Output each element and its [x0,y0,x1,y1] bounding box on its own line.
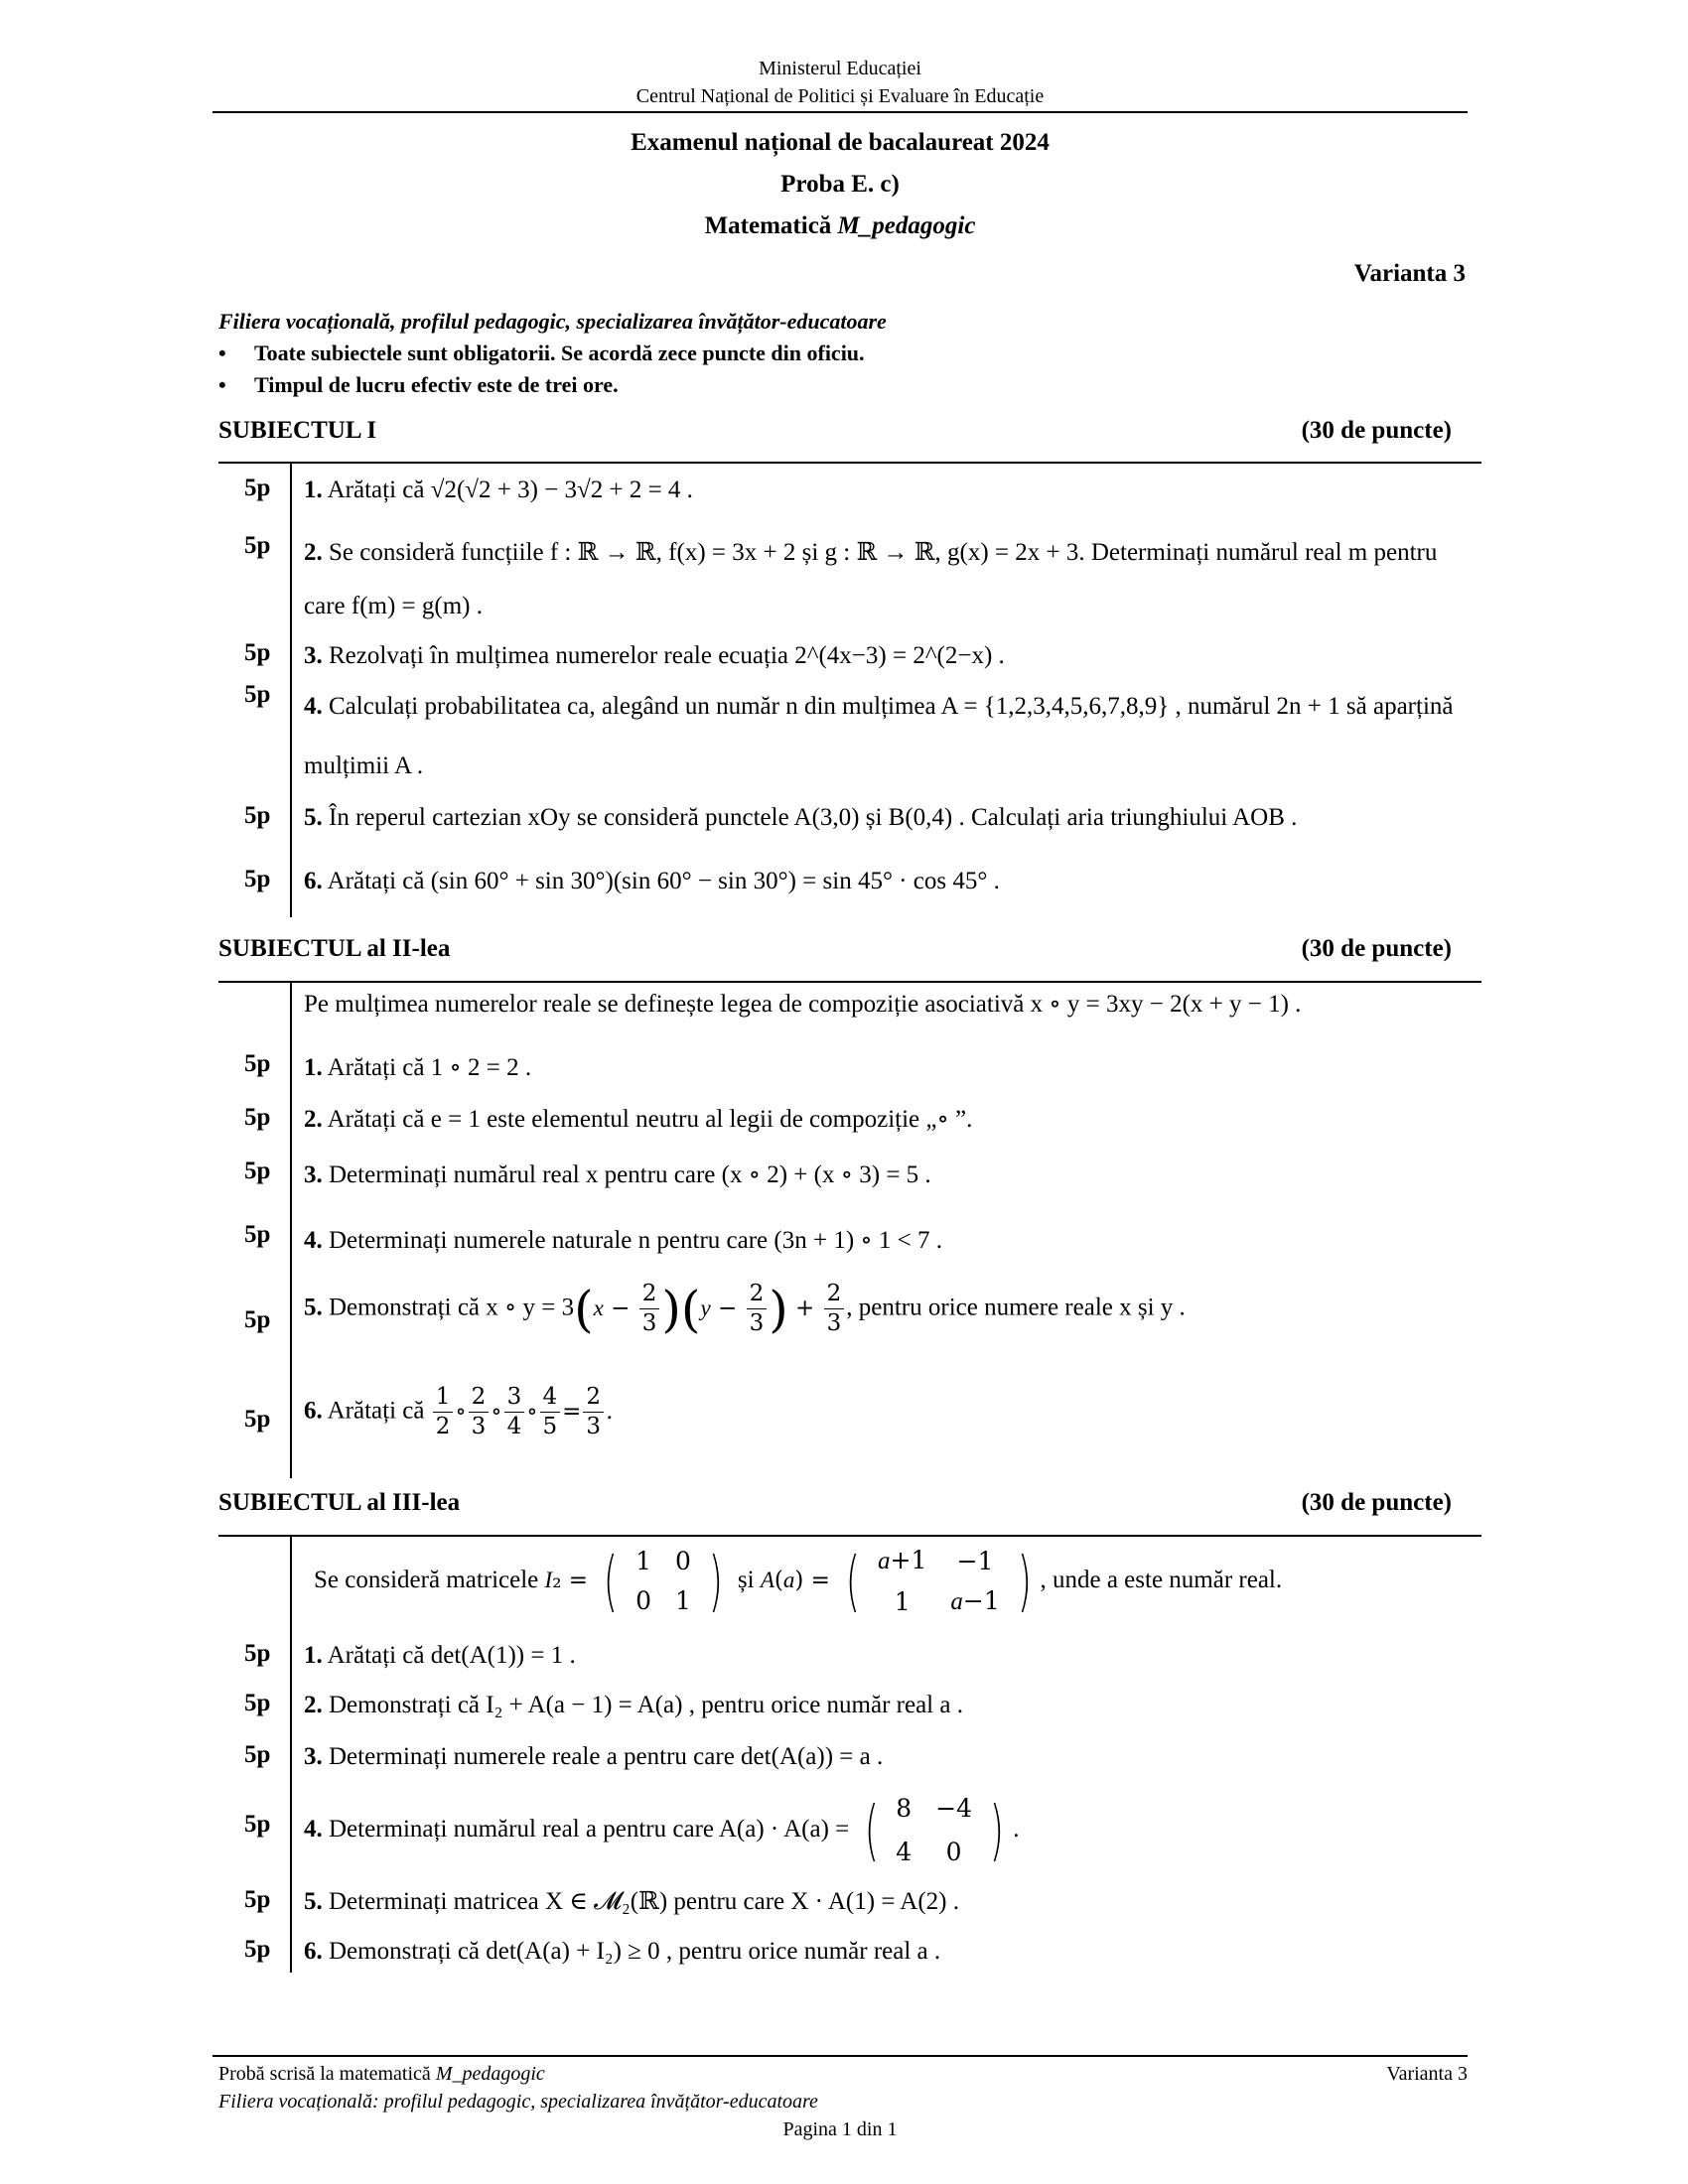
s3-item-3 [304,1739,1468,1775]
section-1-margin-line [290,463,292,917]
item-text: Determinați numărul real x pentru care (x ∘ 2) + (x ∘ 3) = 5 . [329,1161,931,1188]
item-text: Determinați matricea X ∈ 𝓜₂(ℝ) pentru care X · A(1) = A(2) . [329,1888,960,1915]
ministry-name: Ministerul Educației [759,58,921,79]
item-text: În reperul cartezian xOy se consideră punctele A(3,0) și B(0,4) . Calculați aria triunghiului AOB . [329,804,1298,831]
section-1-title: SUBIECTUL I [218,417,377,444]
item-number: 1. [304,477,323,503]
points-label: 5p [244,639,271,666]
item-text-before: Arătați că [327,1397,425,1425]
bullet-1: • Toate subiectele sunt obligatorii. Se acordă zece puncte din oficiu. [218,338,887,369]
section-3-title: SUBIECTUL al III-lea [218,1489,461,1516]
section-3-rule [218,1535,1481,1537]
item-number: 6. [304,1397,323,1425]
s2-item-2 [304,1102,1468,1138]
points-label: 5p [244,1406,271,1433]
item-number: 1. [304,1054,323,1081]
s1-item-1 [304,473,1468,508]
section-3-margin-line [290,1536,292,1973]
points-label: 5p [244,1306,271,1333]
item-text: Demonstrați că det(A(a) + I₂) ≥ 0 , pentru orice număr real a . [329,1938,941,1965]
section-1-header [218,417,1452,445]
item-text-after: , pentru orice numere reale x și y . [846,1294,1186,1321]
points-label: 5p [244,1741,271,1768]
item-number: 4. [304,693,323,720]
footer-variant: Varianta 3 [1386,2063,1468,2085]
footer-line-2: Filiera vocațională: profilul pedagogic, specializarea învățător-educatoare [218,2091,818,2113]
points-label: 5p [244,681,271,708]
matrix-I2: I₂ = ( 1 0 0 1 ) [544,1543,723,1619]
section-2-rule [218,981,1481,983]
points-label: 5p [244,1886,271,1913]
item-number: 3. [304,1161,323,1188]
s3-item-1 [304,1638,1468,1674]
exam-subject [212,212,1468,240]
points-label: 5p [244,866,271,892]
footer-divider [212,2055,1468,2057]
item-text: Arătați că det(A(1)) = 1 . [327,1642,576,1669]
s2-item-5 [304,1280,1468,1338]
formula-chain: $\frac{1}{2}$ ∘ $\frac{2}{3}$ ∘ $\frac{3}{4}$ ∘ $\frac{4}{5}$ = $\frac{2}{3}$ . [431,1399,614,1425]
item-text-before: Demonstrați că x ∘ y = 3 [329,1294,575,1321]
item-number: 3. [304,1743,323,1770]
points-label: 5p [244,475,271,501]
item-number: 2. [304,1106,323,1133]
matrix-A: A(a) = ( a+1 −1 1 a−1 ) [760,1543,1032,1619]
s2-intro: Pe mulțimea numerelor reale se definește legea de compoziție asociativă x ∘ y = 3xy − 2(x + y − 1) . [304,991,1302,1018]
item-number: 1. [304,1642,323,1669]
matrix-result: ( 8 −4 4 0 ) . [864,1792,1021,1868]
item-number: 5. [304,804,323,831]
item-number: 6. [304,868,323,894]
s2-item-6 [304,1386,1468,1438]
subject-prefix: Matematică [704,212,838,239]
center-name: Centrul Național de Politici și Evaluare în Educație [635,85,1045,107]
item-text: Arătați că (sin 60° + sin 30°)(sin 60° − sin 30°) = sin 45° · cos 45° . [327,868,1000,894]
points-label: 5p [244,1158,271,1184]
track-line: Filiera vocațională, profilul pedagogic, specializarea învățător-educatoare [218,309,887,334]
footer-prefix: Probă scrisă la matematică [218,2063,436,2085]
points-label: 5p [244,1811,271,1838]
intro-text-before: Se consideră matricele [314,1567,539,1593]
points-label: 5p [244,1221,271,1248]
subject-italic: M_pedagogic [837,212,976,239]
item-text: Demonstrați că I₂ + A(a − 1) = A(a) , pentru orice număr real a . [329,1692,963,1718]
header-divider [212,111,1468,113]
s1-item-6 [304,864,1468,899]
s3-item-2 [304,1688,1468,1723]
points-label: 5p [244,1690,271,1716]
item-text: Arătați că √2(√2 + 3) − 3√2 + 2 = 4 . [327,477,693,503]
item-text: Se consideră funcțiile f : ℝ → ℝ, f(x) = 3x + 2 și g : ℝ → ℝ, g(x) = 2x + 3. Determinați numărul real m pentru care f(m) = g(m) . [304,539,1438,619]
item-number: 2. [304,1692,323,1718]
item-text: Rezolvați în mulțimea numerelor reale ecuația 2^(4x−3) = 2^(2−x) . [329,642,1005,669]
s2-item-1 [304,1050,1468,1086]
section-1-rule [218,462,1481,464]
section-1-points: (30 de puncte) [1301,417,1452,444]
s3-item-6 [304,1934,1468,1970]
section-2-title: SUBIECTUL al II-lea [218,935,451,962]
section-2-header [218,935,1452,963]
section-3-header [218,1489,1452,1517]
s1-item-3 [304,638,1468,674]
page-number: Pagina 1 din 1 [782,2118,898,2140]
footer-italic: M_pedagogic [435,2063,545,2085]
item-number: 3. [304,642,323,669]
item-number: 5. [304,1888,323,1915]
item-number: 2. [304,539,323,566]
item-number: 5. [304,1294,323,1321]
s1-item-4 [304,677,1468,796]
item-text: Determinați numerele reale a pentru care det(A(a)) = a . [329,1743,884,1770]
s2-item-4 [304,1223,1468,1259]
points-label: 5p [244,802,271,829]
item-text-before: Determinați numărul real a pentru care A(a) · A(a) = [329,1816,850,1843]
s1-item-2 [304,526,1468,633]
footer-line-1 [218,2061,545,2087]
item-number: 6. [304,1938,323,1965]
section-2-margin-line [290,982,292,1478]
s3-intro: Se consideră matricele I₂ = ( 1 0 0 1 ) și A(a) = ( a+1 −1 1 a−1 ) , unde a este număr real. [314,1543,1283,1619]
item-text: Arătați că 1 ∘ 2 = 2 . [327,1054,532,1081]
exam-title: Examenul național de bacalaureat 2024 [631,129,1050,156]
item-number: 4. [304,1816,323,1843]
points-label: 5p [244,1936,271,1963]
section-3-points: (30 de puncte) [1301,1489,1452,1516]
item-text: Calculați probabilitatea ca, alegând un număr n din mulțimea A = {1,2,3,4,5,6,7,8,9} , numărul 2n + 1 să aparțină mulțimii A . [304,693,1454,779]
item-text: Arătați că e = 1 este elementul neutru al legii de compoziție „∘ ”. [327,1106,973,1133]
points-label: 5p [244,1050,271,1077]
s3-item-4 [304,1787,1468,1874]
s1-item-5 [304,800,1468,836]
variant-label: Varianta 3 [1353,260,1466,287]
points-label: 5p [244,532,271,559]
intro-block [218,306,887,401]
formula-product: (x − $\frac{2}{3}$ )(y − $\frac{2}{3}$ ) + $\frac{2}{3}$ [574,1296,846,1321]
exam-proba: Proba E. c) [780,171,900,198]
s2-item-3 [304,1158,1468,1193]
points-label: 5p [244,1640,271,1667]
section-2-points: (30 de puncte) [1301,935,1452,962]
item-number: 4. [304,1227,323,1254]
bullet-2: • Timpul de lucru efectiv este de trei ore. [218,369,887,401]
intro-text-after: , unde a este număr real. [1040,1567,1283,1593]
s3-item-5 [304,1884,1468,1920]
item-text: Determinați numerele naturale n pentru care (3n + 1) ∘ 1 < 7 . [329,1227,942,1254]
points-label: 5p [244,1104,271,1131]
